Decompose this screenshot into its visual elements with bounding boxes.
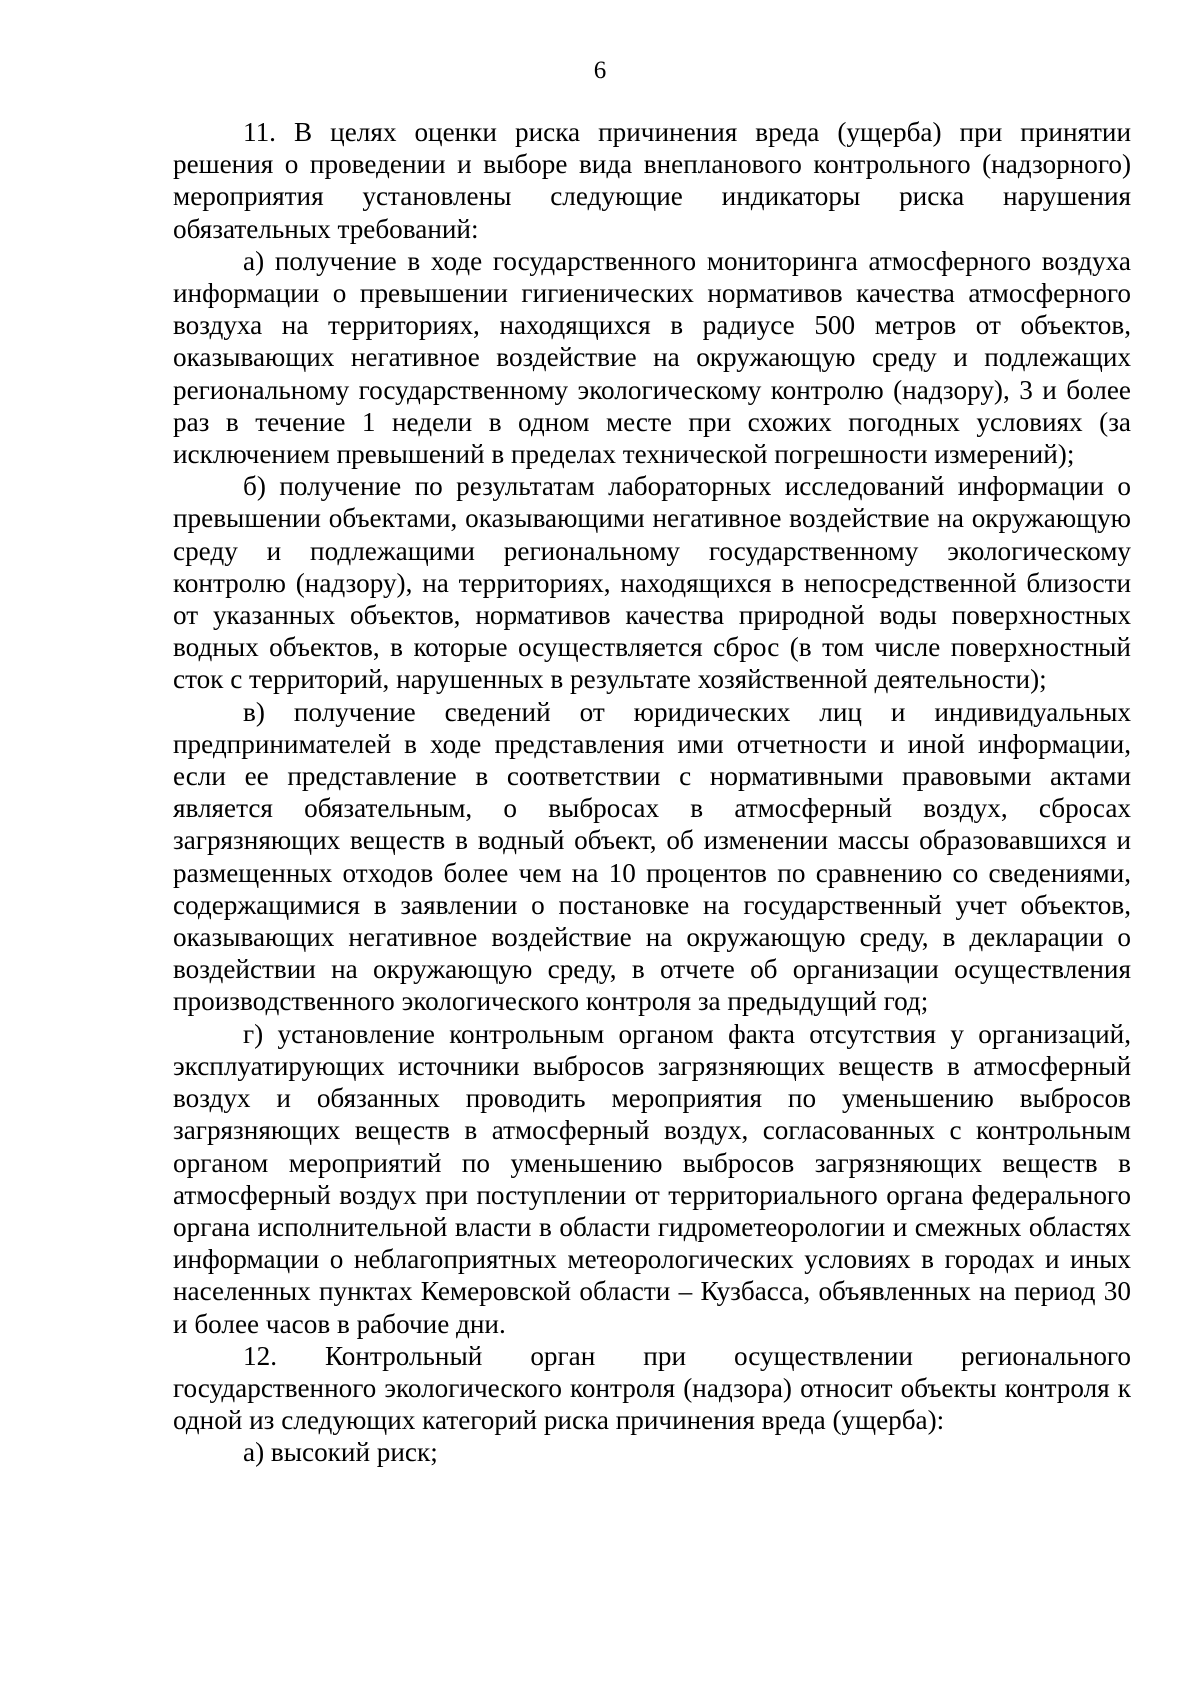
paragraph-11-item-a: а) получение в ходе государственного мониторинга атмосферного воздуха информации о превышении гигиенических нормативов качества атмосферного воздуха на территориях, находящихся в радиусе 500 метров от объектов, оказывающих негативное воздействие на окружающую среду и подлежащих региональному государственному экологическому контролю (надзору), 3 и более раз в течение 1 недели в одном месте при схожих погодных условиях (за исключением превышений в пределах технической погрешности измерений); bbox=[173, 245, 1131, 470]
paragraph-11-item-g: г) установление контрольным органом факта отсутствия у организаций, эксплуатирующих источники выбросов загрязняющих веществ в атмосферный воздух и обязанных проводить мероприятия по уменьшению выбросов загрязняющих веществ в атмосферный воздух, согласованных с контрольным органом мероприятий по уменьшению выбросов загрязняющих веществ в атмосферный воздух при поступлении от территориального органа федерального органа исполнительной власти в области гидрометеорологии и смежных областях информации о неблагоприятных метеорологических условиях в городах и иных населенных пунктах Кемеровской области – Кузбасса, объявленных на период 30 и более часов в рабочие дни. bbox=[173, 1018, 1131, 1339]
paragraph-11-item-v: в) получение сведений от юридических лиц и индивидуальных предпринимателей в ходе представления ими отчетности и иной информации, если ее представление в соответствии с нормативными правовыми актами является обязательным, о выбросах в атмосферный воздух, сбросах загрязняющих веществ в водный объект, об изменении массы образовавшихся и размещенных отходов более чем на 10 процентов по сравнению со сведениями, содержащимися в заявлении о постановке на государственный учет объектов, оказывающих негативное воздействие на окружающую среду, в декларации о воздействии на окружающую среду, в отчете об организации осуществления производственного экологического контроля за предыдущий год; bbox=[173, 696, 1131, 1017]
page-number: 6 bbox=[593, 57, 607, 84]
paragraph-11-item-b: б) получение по результатам лабораторных исследований информации о превышении объектами, оказывающими негативное воздействие на окружающую среду и подлежащими региональному государственному экологическому контролю (надзору), на территориях, находящихся в непосредственной близости от указанных объектов, нормативов качества природной воды поверхностных водных объектов, в которые осуществляется сброс (в том числе поверхностный сток с территорий, нарушенных в результате хозяйственной деятельности); bbox=[173, 471, 1131, 695]
paragraph-11-intro: 11. В целях оценки риска причинения вреда (ущерба) при принятии решения о проведении и выборе вида внепланового контрольного (надзорного) мероприятия установлены следующие индикаторы риска нарушения обязательных требований: bbox=[173, 117, 1131, 244]
paragraph-12-item-a: а) высокий риск; bbox=[243, 1437, 438, 1468]
document-body bbox=[173, 116, 1131, 1469]
paragraph-12-intro: 12. Контрольный орган при осуществлении регионального государственного экологического контроля (надзора) относит объекты контроля к одной из следующих категорий риска причинения вреда (ущерба): bbox=[173, 1340, 1131, 1436]
